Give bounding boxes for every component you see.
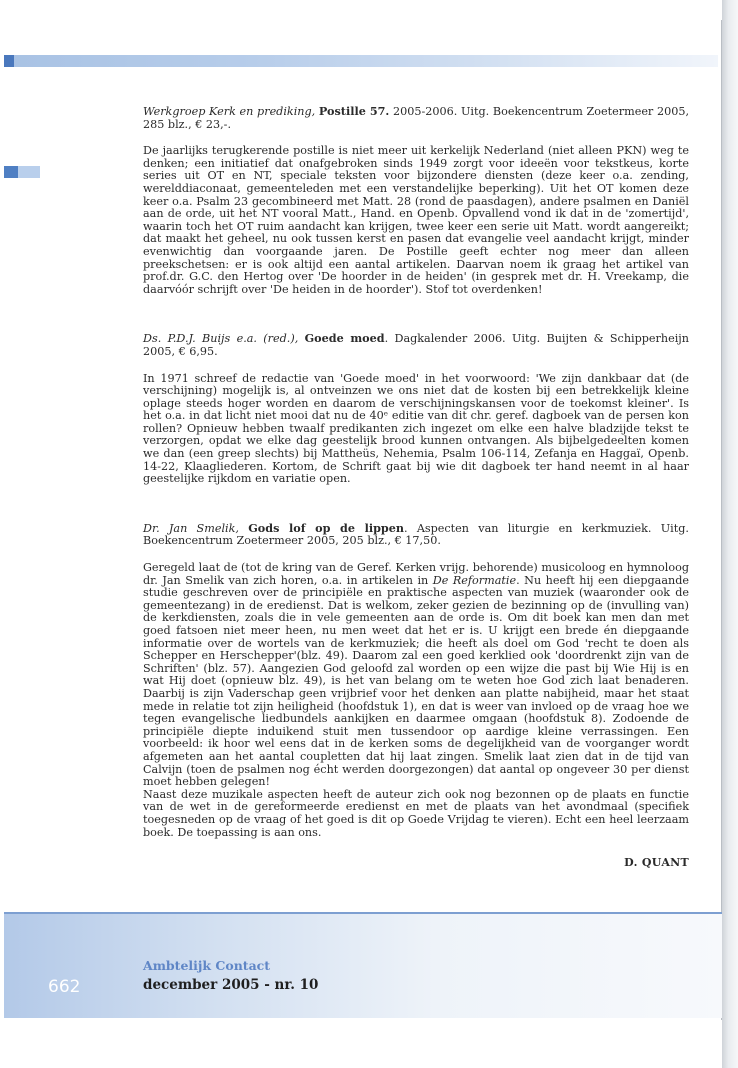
- review-title: Postille 57.: [318, 104, 390, 118]
- reviewer-signature: D. QUANT: [624, 856, 689, 870]
- footer-issue: december 2005 - nr. 10: [143, 977, 319, 993]
- footer-journal-title: Ambtelijk Contact: [143, 958, 271, 973]
- review-author: Werkgroep Kerk en prediking,: [143, 105, 316, 118]
- review-body-1: De jaarlijks terugkerende postille is niet meer uit kerkelijk Nederland (niet alleen PKN) weg te denken; een initiatief dat onafgebroken sinds 1949 zorgt voor ideeën voor tekstkeus, korte series uit OT en NT, speciale teksten voor bijzondere diensten (deze keer o.a. zending, werelddiaconaat, gemeenteleden met een verstandelijke beperking). Uit het OT komen deze keer o.a. Psalm 23 gecombineerd met Matt. 28 (rond de paasdagen), andere psalmen en Daniël aan de orde, uit het NT vooral Matt., Hand. en Openb. Opvallend vond ik dat in de 'zomertijd', waarin toch het OT ruim aandacht kan krijgen, twee keer een serie uit Matt. wordt aangereikt; dat maakt het geheel, nu ook tussen kerst en pasen dat evangelie veel aandacht krijgt, minder evenwichtig dan voorgaande jaren. De Postille geeft echter nog meer dan alleen preekschetsen: er is ook altijd een aantal artikelen. Daarvan noem ik graag het artikel van prof.dr. G.C. den Hertog over 'De hoorder in de heiden' (in gesprek met dr. H. Vreekamp, die daarvóór schrijft over 'De heiden in de hoorder'). Stof tot overdenken!: [143, 144, 689, 296]
- review-details: . Dagkalender 2006. Uitg. Buijten & Schipperheijn 2005, € 6,95.: [143, 332, 689, 358]
- side-decor-tab-accent: [4, 166, 18, 178]
- review-author: Dr. Jan Smelik,: [143, 521, 239, 535]
- header-decor-accent: [4, 55, 14, 67]
- review-body-3-continued: Naast deze muzikale aspecten heeft de auteur zich ook nog bezonnen op de plaats en functie van de wet in de gereformeerde eredienst en met de plaats van het avondmaal (specifiek toegesneden op de vraag of het goed is dit op Goede Vrijdag te vieren). Echt een heel leerzaam boek. De toepassing is aan ons.: [143, 787, 689, 839]
- review-heading-2: [143, 332, 689, 358]
- reviews-column: [143, 105, 689, 870]
- review-body-text: . Nu heeft hij een diepgaande studie geschreven over de principiële en praktische aspecten van muziek (waaronder ook de gemeentezang) in de eredienst. Dat is welkom, zeker gezien de bezinning op de (invulling van) de kerkdiensten, zoals die in vele gemeenten aan de orde is. Om dit boek kan men dan met goed fatsoen niet meer heen, nu men weet dat het er is. U krijgt een brede én diepgaande informatie over de wortels van de kerkmuziek; die heeft als doel om God 'recht te doen als Schepper en Herschepper'(blz. 49). Daarom zal een goed kerklied ook 'doordrenkt zijn van de Schriften' (blz. 57). Aangezien God geloofd zal worden op een wijze die past bij Wie Hij is en wat Hij doet (opnieuw blz. 49), is het van belang om te weten hoe God zich laat benaderen. Daarbij is zijn Vaderschap geen vrijbrief voor het denken aan platte nabijheid, maar het staat mede in relatie tot zijn heiligheid (hoofdstuk 1), en dat is weer van invloed op de vraag hoe we tegen evangelische liedbundels aankijken en daarmee omgaan (hoofdstuk 8). Zodoende de principiële diepte induikend stuit men tussendoor op aardige kleine verrassingen. Een voorbeeld: ik hoor wel eens dat in de kerken soms de degelijkheid van de voorganger wordt afgemeten aan het aantal coupletten dat hij laat zingen. Smelik laat zien dat in de tijd van Calvijn (toen de psalmen nog écht werden doorgezongen) dat aantal op ongeveer 30 per dienst moet hebben gelegen!: [143, 573, 689, 789]
- review-heading-1: [143, 105, 689, 131]
- page-edge-shadow: [722, 0, 738, 1068]
- review-heading-3: [143, 522, 689, 548]
- review-title: Gods lof op de lippen: [248, 520, 404, 535]
- page-edge-line: [721, 20, 722, 1020]
- review-title: Goede moed: [304, 331, 385, 346]
- review-details: 2005-2006. Uitg. Boekencentrum Zoetermeer 2005, 285 blz., € 23,-.: [143, 105, 689, 131]
- review-author: Ds. P.D.J. Buijs e.a. (red.),: [143, 332, 299, 346]
- review-body-2: In 1971 schreef de redactie van 'Goede moed' in het voorwoord: 'We zijn dankbaar dat (de verschijning) mogelijk is, al ontveinzen we ons niet dat de kosten bij een betrekkelijk kleine oplage steeds hoger worden en daarom de verschijningskansen voor de toekomst kleiner'. Is het o.a. in dat licht niet mooi dat nu de 40ᵉ editie van dit chr. geref. dagboek van de persen kon rollen? Opnieuw hebben twaalf predikanten zich ingezet om elke een halve bladzijde tekst te verzorgen, opdat we elke dag geestelijk brood kunnen ontvangen. Als bijbelgedeelten komen we dan (een greep slechts) bij Mattheüs, Nehemia, Psalm 106-114, Zefanja en Haggaï, Openb. 14-22, Klaagliederen. Kortom, de Schrift gaat bij wie dit dagboek ter hand neemt in al haar geestelijke rijkdom en variatie open.: [143, 371, 689, 486]
- review-body-text: Geregeld laat de (tot de kring van de Geref. Kerken vrijg. behorende) musicoloog en hymnoloog dr. Jan Smelik van zich horen, o.a. in artikelen in: [143, 561, 689, 587]
- review-details: . Aspecten van liturgie en kerkmuziek. Uitg. Boekencentrum Zoetermeer 2005, 205 blz., € 17,50.: [143, 521, 689, 548]
- footer-band: [4, 914, 722, 1018]
- header-decor-band: [4, 55, 718, 67]
- review-body-italic: De Reformatie: [432, 573, 517, 587]
- page-number: 662: [48, 977, 81, 997]
- review-body-3: [143, 562, 689, 789]
